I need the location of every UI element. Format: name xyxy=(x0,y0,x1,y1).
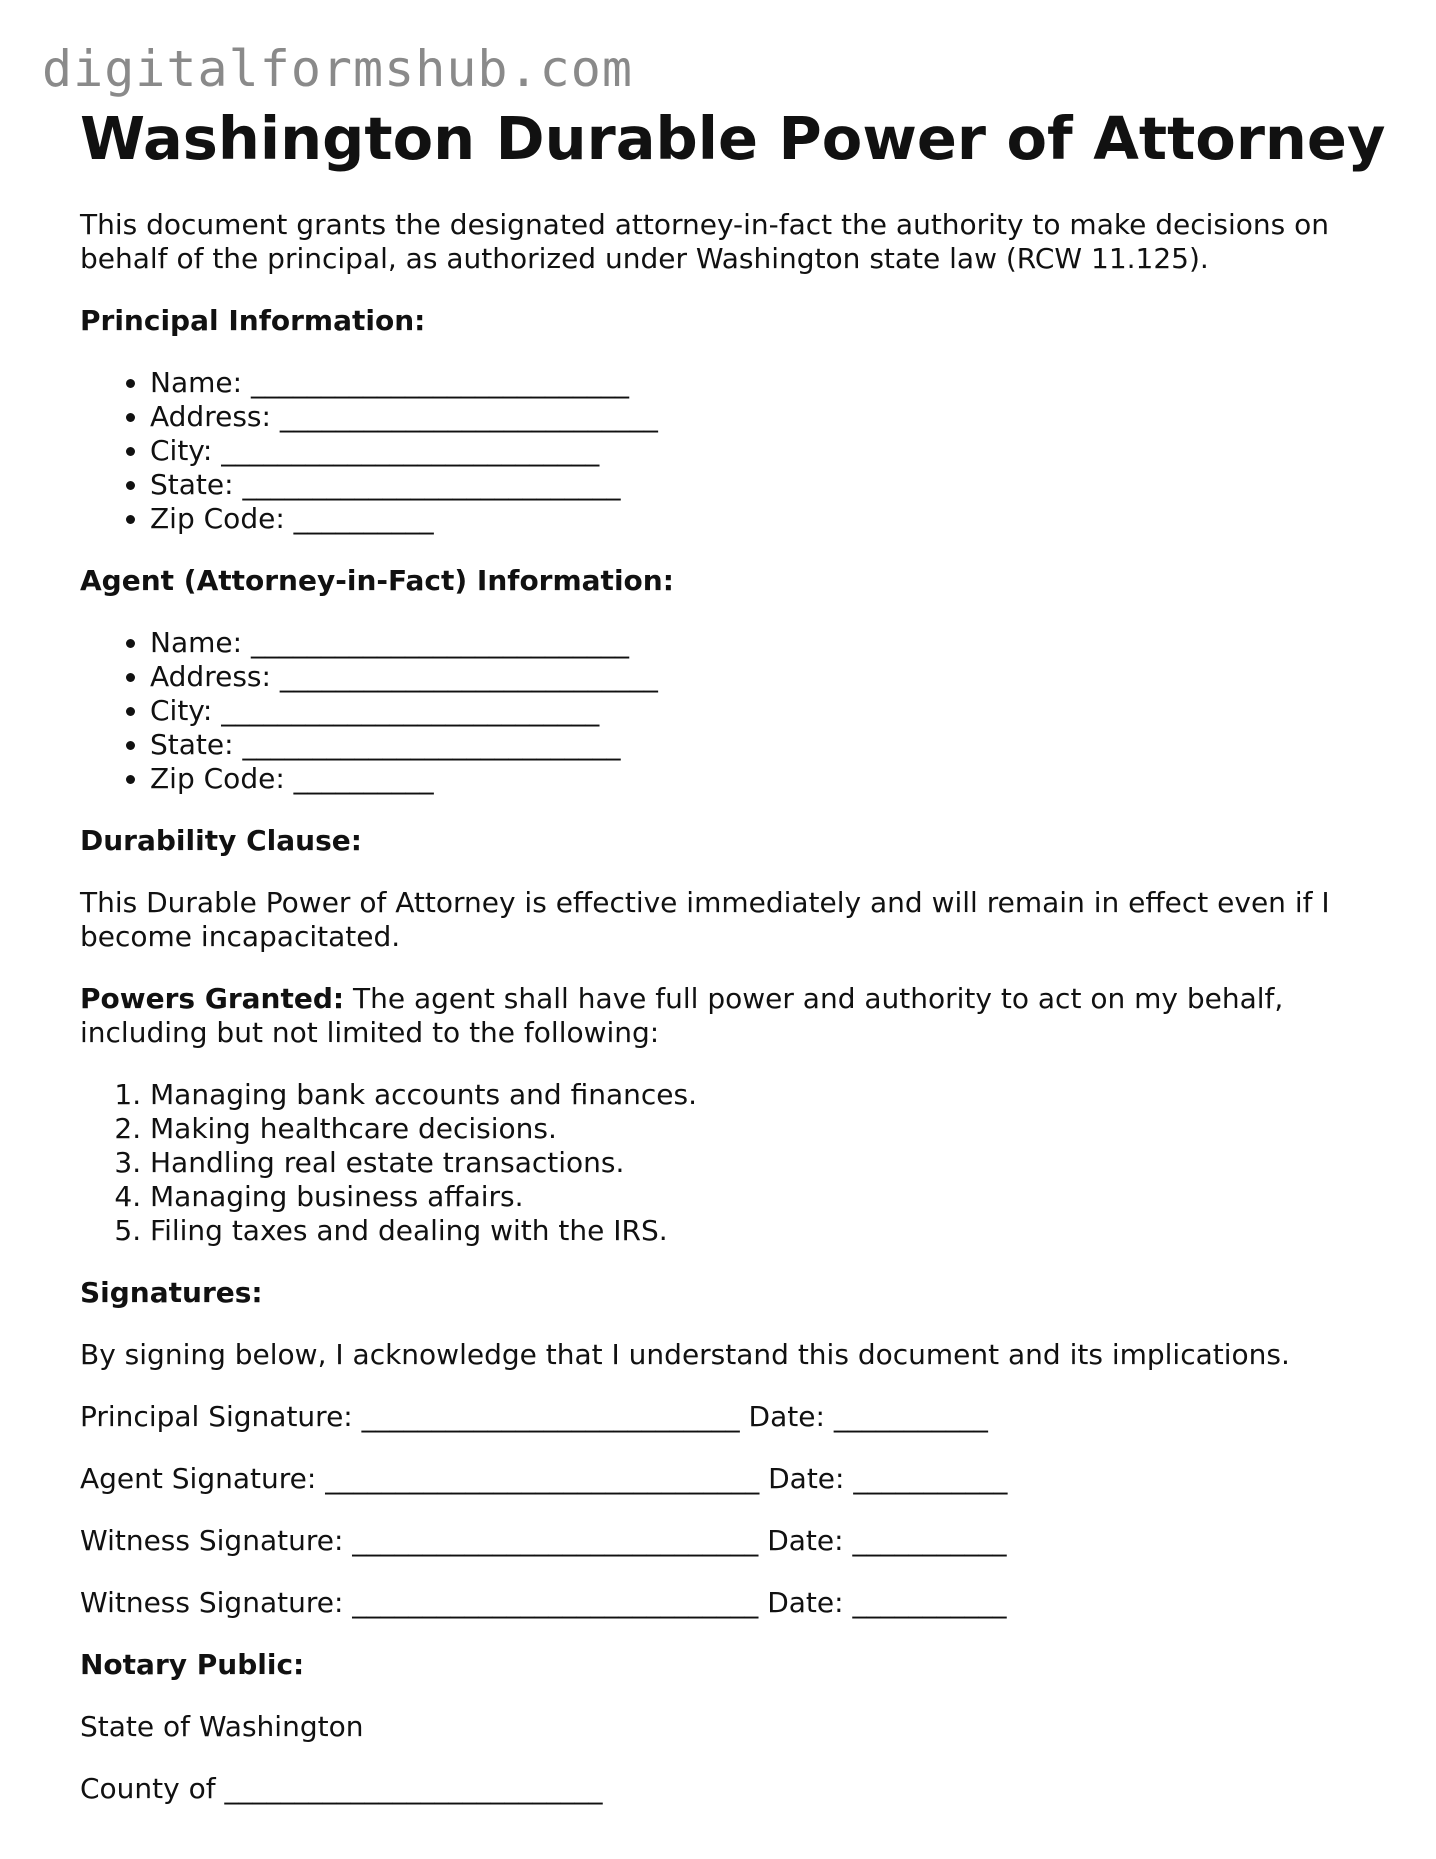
notary-state-line: State of Washington xyxy=(80,1710,364,1743)
principal-zip-field[interactable] xyxy=(150,502,1370,536)
field-label: State: xyxy=(150,468,234,501)
field-blank[interactable]: ___________________________ xyxy=(279,400,658,433)
field-blank[interactable]: ___________________________ xyxy=(221,694,600,727)
notary-county-line xyxy=(80,1772,1370,1806)
page-title: Washington Durable Power of Attorney xyxy=(80,104,1386,173)
power-item: 3. Handling real estate transactions. xyxy=(150,1146,1370,1180)
signature-blank[interactable]: _______________________________ xyxy=(325,1462,760,1495)
signature-label: Witness Signature: xyxy=(80,1586,344,1619)
date-label: Date: xyxy=(767,1586,844,1619)
witness-signature-row xyxy=(80,1524,1370,1558)
field-label: Address: xyxy=(150,660,271,693)
date-blank[interactable]: ___________ xyxy=(852,1524,1007,1557)
power-item: 5. Filing taxes and dealing with the IRS. xyxy=(150,1214,1370,1248)
power-item: 1. Managing bank accounts and finances. xyxy=(150,1078,1370,1112)
power-item: 4. Managing business affairs. xyxy=(150,1180,1370,1214)
durability-heading: Durability Clause: xyxy=(80,824,362,857)
field-blank[interactable]: __________ xyxy=(293,762,434,795)
field-blank[interactable]: ___________________________ xyxy=(250,366,629,399)
field-blank[interactable]: ___________________________ xyxy=(242,468,621,501)
agent-signature-row xyxy=(80,1462,1370,1496)
signature-label: Agent Signature: xyxy=(80,1462,317,1495)
date-label: Date: xyxy=(767,1524,844,1557)
county-blank[interactable]: ___________________________ xyxy=(224,1772,603,1805)
signature-blank[interactable]: ___________________________ xyxy=(361,1400,740,1433)
signatures-paragraph: By signing below, I acknowledge that I understand this document and its implications. xyxy=(80,1338,1290,1371)
date-label: Date: xyxy=(768,1462,845,1495)
principal-heading: Principal Information: xyxy=(80,304,426,337)
intro-paragraph: This document grants the designated attorney-in-fact the authority to make decisions on behalf of the principal, as authorized under Washington state law (RCW 11.125). xyxy=(80,208,1329,275)
field-label: City: xyxy=(150,434,213,467)
field-blank[interactable]: ___________________________ xyxy=(221,434,600,467)
principal-name-field[interactable] xyxy=(150,366,1370,400)
signatures-heading: Signatures: xyxy=(80,1276,263,1309)
powers-list xyxy=(80,1078,1370,1248)
field-label: Name: xyxy=(150,366,243,399)
field-label: Address: xyxy=(150,400,271,433)
witness-signature-row xyxy=(80,1586,1370,1620)
field-label: Zip Code: xyxy=(150,762,285,795)
date-blank[interactable]: ___________ xyxy=(833,1400,988,1433)
power-item: 2. Making healthcare decisions. xyxy=(150,1112,1370,1146)
field-blank[interactable]: __________ xyxy=(293,502,434,535)
watermark: digitalformshub.com xyxy=(42,40,633,98)
principal-city-field[interactable] xyxy=(150,434,1370,468)
date-label: Date: xyxy=(748,1400,825,1433)
date-blank[interactable]: ___________ xyxy=(852,1586,1007,1619)
field-label: City: xyxy=(150,694,213,727)
field-label: State: xyxy=(150,728,234,761)
principal-fields xyxy=(80,366,1370,536)
document-page xyxy=(80,104,1386,1806)
agent-fields xyxy=(80,626,1370,796)
powers-text: The agent shall have full power and authority to act on my behalf, including but not limited to the following: xyxy=(80,982,1284,1049)
durability-paragraph: This Durable Power of Attorney is effective immediately and will remain in effect even if I become incapacitated. xyxy=(80,886,1330,953)
agent-zip-field[interactable] xyxy=(150,762,1370,796)
signature-blank[interactable]: _____________________________ xyxy=(352,1524,759,1557)
principal-state-field[interactable] xyxy=(150,468,1370,502)
field-label: Name: xyxy=(150,626,243,659)
agent-address-field[interactable] xyxy=(150,660,1370,694)
agent-state-field[interactable] xyxy=(150,728,1370,762)
field-label: Zip Code: xyxy=(150,502,285,535)
field-blank[interactable]: ___________________________ xyxy=(242,728,621,761)
signature-blank[interactable]: _____________________________ xyxy=(352,1586,759,1619)
date-blank[interactable]: ___________ xyxy=(853,1462,1008,1495)
agent-heading: Agent (Attorney-in-Fact) Information: xyxy=(80,564,674,597)
notary-heading: Notary Public: xyxy=(80,1648,305,1681)
signature-label: Principal Signature: xyxy=(80,1400,353,1433)
field-blank[interactable]: ___________________________ xyxy=(279,660,658,693)
signature-label: Witness Signature: xyxy=(80,1524,344,1557)
powers-heading: Powers Granted: xyxy=(80,982,345,1015)
agent-name-field[interactable] xyxy=(150,626,1370,660)
principal-signature-row xyxy=(80,1400,1370,1434)
county-label: County of xyxy=(80,1772,216,1805)
agent-city-field[interactable] xyxy=(150,694,1370,728)
field-blank[interactable]: ___________________________ xyxy=(250,626,629,659)
powers-paragraph xyxy=(80,982,1370,1050)
principal-address-field[interactable] xyxy=(150,400,1370,434)
